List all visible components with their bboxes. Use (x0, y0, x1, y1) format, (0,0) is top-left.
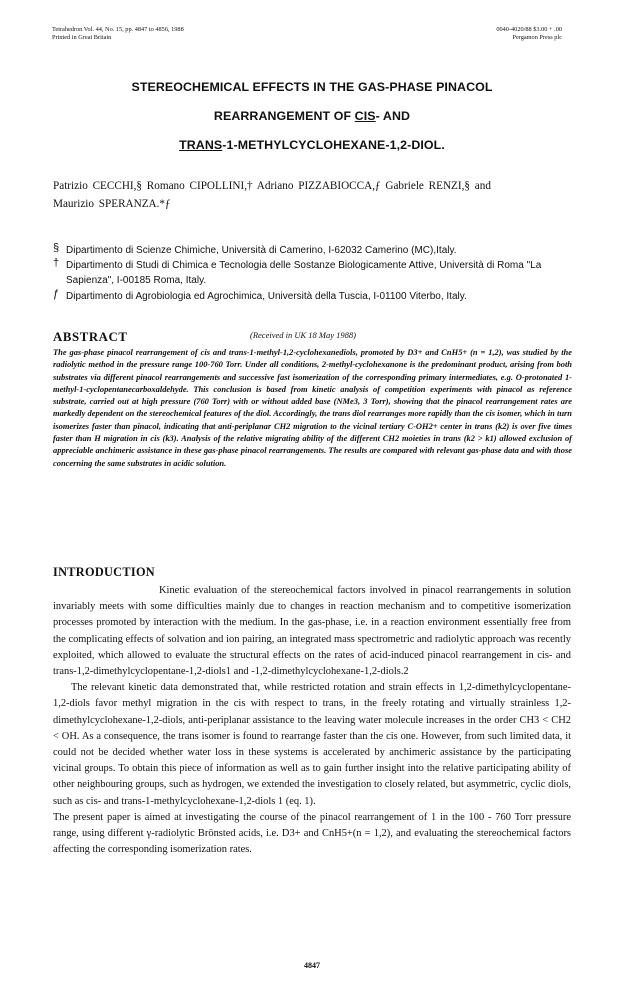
intro-paragraph-2: The relevant kinetic data demonstrated that, while restricted rotation and strain effects in 1,2-dimethylcyclopentane-1,2-diols favor methyl migration in the cis with respect to trans, in the freely rotating and virtually strainless 1,2-dimethylcyclohexane-1,2-diols, anti-periplanar assistance to the leaving water molecule increases in the order CH3 < CH2 < OH. As a consequence, the trans isomer is found to rearrange faster than the cis one. However, from such limited data, it could not be decided whether water loss in these systems is accelerated by anchimeric assistance by the participating vicinal groups. To obtain this piece of information as well as to gain further insight into the relative participating ability of other neighbouring groups, such as hydrogen, we extended the investigation to closely related, but asymmetric, cyclic diols, such as cis- and trans-1-methylcyclohexane-1,2-diols 1 (eq. 1). (53, 682, 571, 807)
introduction-heading: INTRODUCTION (53, 565, 155, 579)
affiliation-mark: † (53, 257, 60, 269)
affiliation-3 (53, 289, 583, 304)
printed-line: Printed in Great Britain (52, 34, 112, 41)
affiliation-2 (53, 258, 583, 288)
title-text: -1-METHYLCYCLOHEXANE-1,2-DIOL. (222, 138, 445, 152)
affiliation-mark: ƒ (53, 288, 60, 300)
affiliation-mark: § (53, 242, 60, 254)
intro-paragraph-1: Kinetic evaluation of the stereochemical factors involved in pinacol rearrangements in solution invariably meets with some difficulties mainly due to changes in reaction mechanism and to competitive isomerization processes promoted by interaction with the medium. In the gas-phase, i.e. in a reaction environment essentially free from the complicating effects of solvation and ion pairing, an integrated mass spectrometric and radiolytic approach was recently exploited, which allowed to evaluate the structural effects on the rates of acid-induced pinacol rearrangement in cis- and trans-1,2-dimethylcyclopentane-1,2-diols1 and -1,2-dimethylcyclohexane-1,2-diols.2 (53, 585, 571, 678)
issn-line: 0040-4020/88 $3.00 + .00 (496, 26, 562, 33)
page-number: 4847 (304, 961, 320, 970)
authors-line-2: Maurizio SPERANZA.*ƒ (53, 198, 171, 210)
received-date: (Received in UK 18 May 1988) (250, 330, 356, 340)
title-text: - AND (375, 109, 411, 123)
title-cis: CIS (354, 109, 376, 123)
affiliation-text: Dipartimento di Scienze Chimiche, Università di Camerino, I-62032 Camerino (MC),Italy. (66, 245, 457, 256)
author-list (53, 177, 578, 213)
authors-line-1: Patrizio CECCHI,§ Romano CIPOLLINI,† Adriano PIZZABIOCCA,ƒ Gabriele RENZI,§ and (53, 180, 491, 192)
abstract-text: The gas-phase pinacol rearrangement of cis and trans-1-methyl-1,2-cyclohexanediols, promoted by D3+ and CnH5+ (n = 1,2), was studied by the radiolytic method in the pressure range 100-760 Torr. Under all conditions, 2-methyl-cyclohexanone is the predominant product, arising from both substrates via different pinacol rearrangements and successive fast isomerization of the corresponding primary intermediates, e.g. O-protonated 1-methyl-1-cyclopentanecarboxaldehyde. This conclusion is based from kinetic analysis of competition experiments with pinacol as reference substrate, carried out at high pressure (760 Torr) with or without added base (NMe3, 3 Torr), showing that the pinacol rearrangement rates are markedly dependent on the stereochemical features of the diol. Accordingly, the trans diol rearranges more rapidly than the cis isomer, which in turn isomerizes faster than pinacol, indicating that anti-periplanar CH2 migration to the vicinal tertiary C-OH2+ center in trans (k2) is over five times faster than H migration in cis (k3). Analysis of the relative migrating ability of the different CH2 moieties in trans (k2 > k1) allowed exclusion of appreciable anchimeric assistance in these gas-phase pinacol rearrangements. The results are compared with relevant gas-phase data and with those concerning the same substrates in acidic solution. (53, 347, 572, 468)
intro-paragraph-3: The present paper is aimed at investigating the course of the pinacol rearrangement of 1 in the 100 - 760 Torr pressure range, using different γ-radiolytic Brönsted acids, i.e. D3+ and CnH5+(n = 1,2), and evaluating the stereochemical factors affecting the corresponding isomerization rates. (53, 811, 571, 856)
issn-block (496, 26, 562, 42)
introduction-body (53, 583, 571, 858)
affiliation-text: Dipartimento di Studi di Chimica e Tecnologia delle Sostanze Biologicamente Attive, Università di Roma "La Sapienza", I-00185 Roma, Italy. (66, 260, 542, 286)
title-line-1: STEREOCHEMICAL EFFECTS IN THE GAS-PHASE PINACOL (131, 80, 493, 94)
publisher-line: Pergamon Press plc (512, 34, 562, 41)
title-line-2 (60, 102, 564, 131)
affiliation-1 (53, 243, 583, 258)
abstract-heading: ABSTRACT (53, 330, 128, 344)
title-line-3 (60, 131, 564, 160)
article-title (60, 73, 564, 160)
affiliation-text: Dipartimento di Agrobiologia ed Agrochimica, Università della Tuscia, I-01100 Viterbo, Italy. (66, 291, 467, 302)
journal-line: Tetrahedron Vol. 44, No. 15, pp. 4847 to 4856, 1988 (52, 26, 184, 33)
journal-citation (52, 26, 184, 42)
title-trans: TRANS (179, 138, 223, 152)
title-text: REARRANGEMENT OF (213, 109, 355, 123)
